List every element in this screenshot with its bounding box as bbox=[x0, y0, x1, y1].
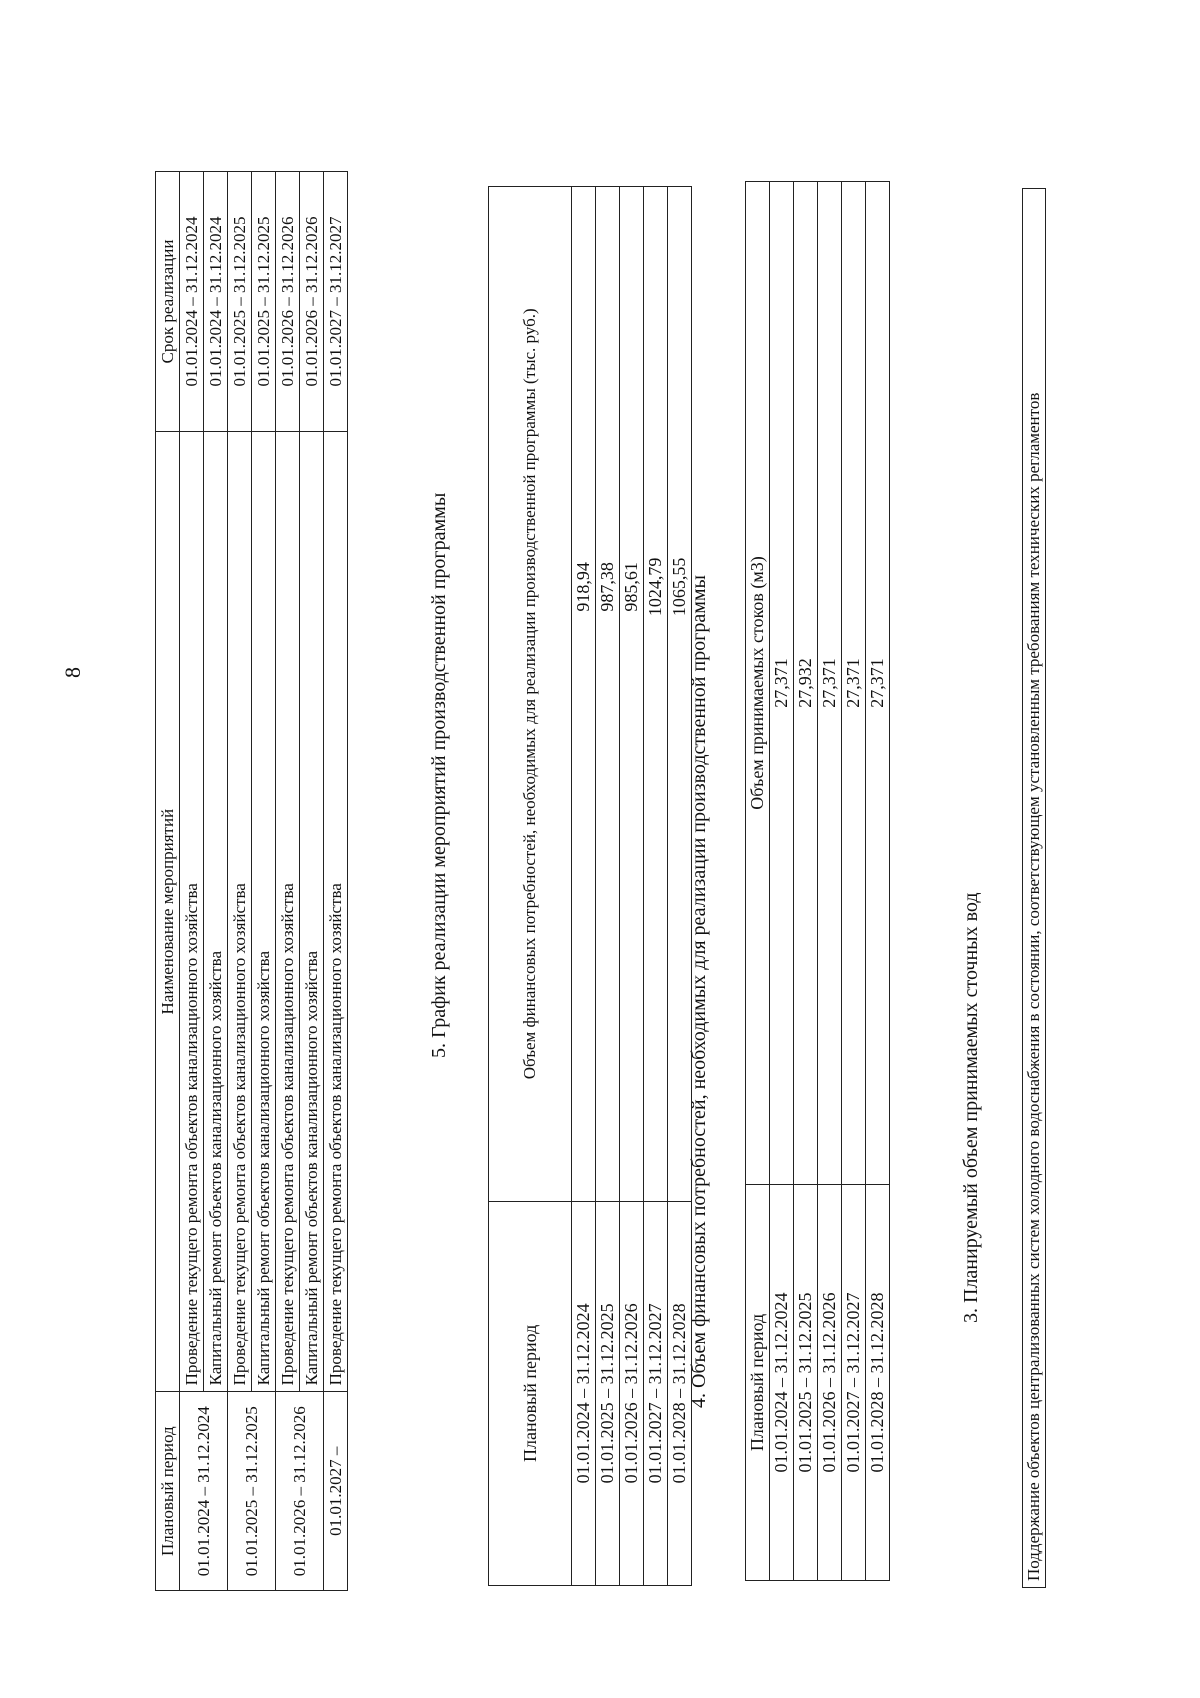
header-financial-volume: Объем финансовых потребностей, необходимых для реализации производственной программы (тыс. руб.) bbox=[489, 187, 572, 1202]
value-cell: 1024,79 bbox=[644, 187, 668, 1202]
schedule-table bbox=[155, 171, 348, 1591]
continuation-cell: Поддержание объектов централизованных систем холодного водоснабжения в состоянии, соответствующем установленным требованиям технических регламентов bbox=[1023, 189, 1046, 1588]
period-cell: 01.01.2024 – 31.12.2024 bbox=[180, 1392, 228, 1591]
term-cell: 01.01.2026 – 31.12.2026 bbox=[276, 172, 300, 432]
table-row bbox=[794, 182, 818, 1581]
activity-cell: Проведение текущего ремонта объектов канализационного хозяйства bbox=[180, 431, 204, 1391]
table-row bbox=[770, 182, 794, 1581]
value-cell: 27,371 bbox=[770, 182, 794, 1185]
activity-cell: Проведение текущего ремонта объектов канализационного хозяйства bbox=[324, 431, 348, 1391]
table-row bbox=[668, 187, 692, 1586]
term-cell: 01.01.2026 – 31.12.2026 bbox=[300, 172, 324, 432]
period-cell: 01.01.2025 – 31.12.2025 bbox=[228, 1392, 276, 1591]
table-row bbox=[866, 182, 890, 1581]
wastewater-volume-table bbox=[745, 181, 890, 1581]
table-row bbox=[1023, 189, 1046, 1588]
activity-cell: Проведение текущего ремонта объектов канализационного хозяйства bbox=[276, 431, 300, 1391]
period-cell: 01.01.2026 – 31.12.2026 bbox=[620, 1201, 644, 1585]
value-cell: 27,371 bbox=[818, 182, 842, 1185]
header-activity: Наименование мероприятий bbox=[156, 431, 180, 1391]
table-row bbox=[818, 182, 842, 1581]
header-period: Плановый период bbox=[746, 1184, 770, 1580]
value-cell: 27,371 bbox=[842, 182, 866, 1185]
period-cell: 01.01.2024 – 31.12.2024 bbox=[770, 1184, 794, 1580]
financial-needs-table bbox=[488, 186, 692, 1586]
header-period: Плановый период bbox=[489, 1201, 572, 1585]
value-cell: 918,94 bbox=[572, 187, 596, 1202]
table-header-row bbox=[156, 172, 180, 1591]
value-cell: 27,932 bbox=[794, 182, 818, 1185]
activity-cell: Капитальный ремонт объектов канализационного хозяйства bbox=[252, 431, 276, 1391]
header-term: Срок реализации bbox=[156, 172, 180, 432]
table-row bbox=[572, 187, 596, 1586]
activity-cell: Капитальный ремонт объектов канализационного хозяйства bbox=[300, 431, 324, 1391]
table-row bbox=[596, 187, 620, 1586]
table-row bbox=[324, 172, 348, 1591]
term-cell: 01.01.2025 – 31.12.2025 bbox=[228, 172, 252, 432]
table-row bbox=[842, 182, 866, 1581]
section-3-title: 3. Планируемый объем принимаемых сточных вод bbox=[960, 892, 982, 1323]
term-cell: 01.01.2025 – 31.12.2025 bbox=[252, 172, 276, 432]
table-row bbox=[620, 187, 644, 1586]
period-cell: 01.01.2026 – 31.12.2026 bbox=[276, 1392, 324, 1591]
period-cell: 01.01.2028 – 31.12.2028 bbox=[866, 1184, 890, 1580]
period-cell: 01.01.2026 – 31.12.2026 bbox=[818, 1184, 842, 1580]
table-row bbox=[228, 172, 252, 1591]
value-cell: 985,61 bbox=[620, 187, 644, 1202]
header-period: Плановый период bbox=[156, 1392, 180, 1591]
period-cell: 01.01.2027 – 31.12.2027 bbox=[644, 1201, 668, 1585]
table-row bbox=[276, 172, 300, 1591]
activity-cell: Проведение текущего ремонта объектов канализационного хозяйства bbox=[228, 431, 252, 1391]
section-5-title: 5. График реализации мероприятий производственной программы bbox=[428, 492, 450, 1058]
value-cell: 1065,55 bbox=[668, 187, 692, 1202]
table-header-row bbox=[489, 187, 572, 1586]
period-cell: 01.01.2024 – 31.12.2024 bbox=[572, 1201, 596, 1585]
header-volume: Объем принимаемых стоков (м3) bbox=[746, 182, 770, 1185]
table-header-row bbox=[746, 182, 770, 1581]
section-4-title: 4. Объем финансовых потребностей, необходимых для реализации производственной программы bbox=[688, 575, 710, 1408]
term-cell: 01.01.2024 – 31.12.2024 bbox=[180, 172, 204, 432]
table-row bbox=[300, 172, 324, 1591]
period-cell: 01.01.2025 – 31.12.2025 bbox=[794, 1184, 818, 1580]
period-cell: 01.01.2028 – 31.12.2028 bbox=[668, 1201, 692, 1585]
period-cell: 01.01.2027 – bbox=[324, 1392, 348, 1591]
table-row bbox=[252, 172, 276, 1591]
term-cell: 01.01.2027 – 31.12.2027 bbox=[324, 172, 348, 432]
activity-cell: Капитальный ремонт объектов канализационного хозяйства bbox=[204, 431, 228, 1391]
value-cell: 987,38 bbox=[596, 187, 620, 1202]
period-cell: 01.01.2027 – 31.12.2027 bbox=[842, 1184, 866, 1580]
table-row bbox=[204, 172, 228, 1591]
continuation-table bbox=[1022, 188, 1046, 1588]
table-row bbox=[180, 172, 204, 1591]
value-cell: 27,371 bbox=[866, 182, 890, 1185]
table-row bbox=[644, 187, 668, 1586]
period-cell: 01.01.2025 – 31.12.2025 bbox=[596, 1201, 620, 1585]
page-number: 8 bbox=[60, 667, 85, 678]
term-cell: 01.01.2024 – 31.12.2024 bbox=[204, 172, 228, 432]
